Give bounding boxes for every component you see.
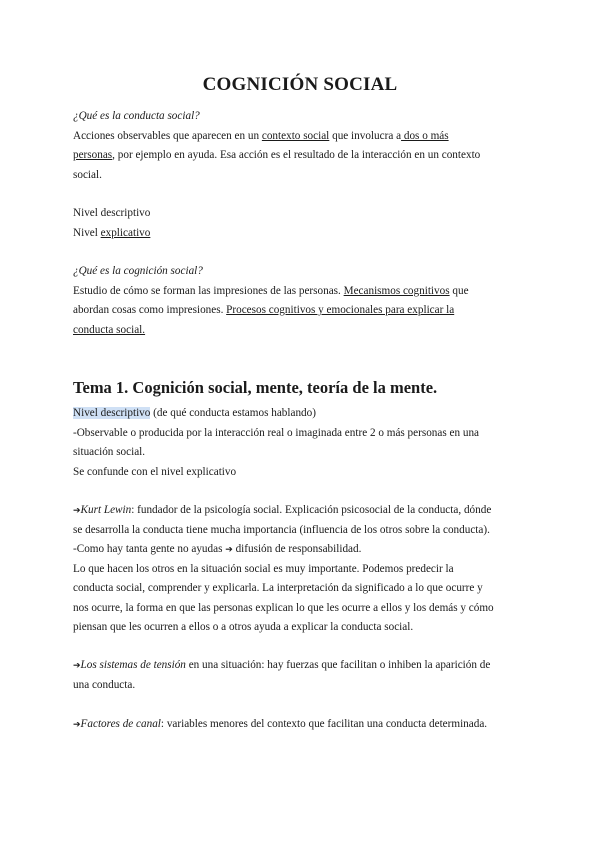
nivel-explicativo (73, 224, 533, 244)
text-run: (de qué conducta estamos hablando) (150, 407, 316, 419)
paragraph-line (73, 146, 533, 166)
question-conducta-social: ¿Qué es la conducta social? (73, 110, 200, 122)
cognicion-social-section (73, 262, 533, 340)
paragraph-line (73, 282, 533, 302)
paragraph-line: conducta social, comprender y explicarla. La interpretación da significado a lo que ocurre y (73, 582, 483, 594)
underlined-text: conducta social. (73, 323, 146, 336)
underlined-text: Procesos cognitivos y emocionales para explicar la (226, 304, 455, 316)
highlighted-text: Nivel descriptivo (73, 407, 151, 419)
text-run: -Como hay tanta gente no ayudas (73, 543, 226, 555)
paragraph-line (73, 127, 533, 147)
paragraph-line: -Observable o producida por la interacción real o imaginada entre 2 o más personas en una (73, 426, 480, 439)
text-run: , por ejemplo en ayuda. Esa acción es el resultado de la interacción en un contexto (112, 149, 481, 161)
sistemas-tension-section (73, 656, 533, 695)
nivel-descriptivo-section (73, 404, 533, 482)
underlined-text: personas (73, 149, 113, 161)
paragraph-line: situación social. (73, 446, 146, 458)
underlined-text: contexto social (261, 129, 330, 142)
italic-term: Kurt Lewin (80, 504, 132, 516)
nivel-descriptivo: Nivel descriptivo (73, 207, 151, 219)
paragraph-line (73, 656, 533, 676)
kurt-lewin-section (73, 501, 533, 638)
arrow-icon: ➔ (73, 660, 81, 670)
italic-term: Factores de canal (80, 718, 161, 730)
paragraph-line (73, 715, 533, 735)
paragraph-line: Se confunde con el nivel explicativo (73, 465, 237, 478)
conducta-social-section (73, 107, 533, 185)
paragraph-line: piensan que les ocurren a ellos o a otros ayuda a explicar la conducta social. (73, 621, 414, 633)
text-run: : variables menores del contexto que facilitan una conducta determinada. (160, 718, 488, 730)
paragraph-line: una conducta. (73, 678, 136, 691)
arrow-icon: ➔ (225, 544, 233, 554)
text-run: que involucra a (329, 129, 402, 142)
factores-canal-section (73, 715, 533, 735)
text-run: Nivel (73, 226, 101, 239)
paragraph-line: se desarrolla la conducta tiene mucha importancia (influencia de los otros sobre la conducta). (73, 523, 490, 536)
question-cognicion-social: ¿Qué es la cognición social? (73, 265, 203, 277)
italic-term: Los sistemas de tensión (80, 659, 186, 671)
paragraph-line: nos ocurre, la forma en que las personas explican lo que les ocurre a ellos y los demás y cómo (73, 601, 494, 614)
text-run: que (449, 284, 469, 297)
underlined-text: dos o más (401, 129, 449, 142)
text-run: Estudio de cómo se forman las impresiones de las personas. (73, 284, 344, 297)
page-title: COGNICIÓN SOCIAL (202, 74, 398, 95)
text-run: Acciones observables que aparecen en un (73, 129, 262, 142)
paragraph-line (73, 404, 533, 424)
paragraph-line (73, 321, 533, 341)
levels-section (73, 204, 533, 243)
underlined-text: Mecanismos cognitivos (343, 284, 450, 297)
text-run: en una situación: hay fuerzas que facilitan o inhiben la aparición de (185, 659, 491, 671)
paragraph-line: Lo que hacen los otros en la situación social es muy importante. Podemos predecir la (73, 562, 454, 575)
text-run: abordan cosas como impresiones. (73, 304, 227, 316)
paragraph-line (73, 301, 533, 321)
section-heading-tema-1: Tema 1. Cognición social, mente, teoría de la mente. (73, 378, 438, 397)
paragraph-line (73, 540, 533, 560)
underlined-text: explicativo (100, 226, 151, 239)
paragraph-line (73, 501, 533, 521)
arrow-icon: ➔ (73, 719, 81, 729)
text-run: : fundador de la psicología social. Explicación psicosocial de la conducta, dónde (131, 504, 492, 516)
arrow-icon: ➔ (73, 505, 81, 515)
paragraph-line: social. (73, 168, 102, 181)
text-run: difusión de responsabilidad. (232, 543, 362, 555)
